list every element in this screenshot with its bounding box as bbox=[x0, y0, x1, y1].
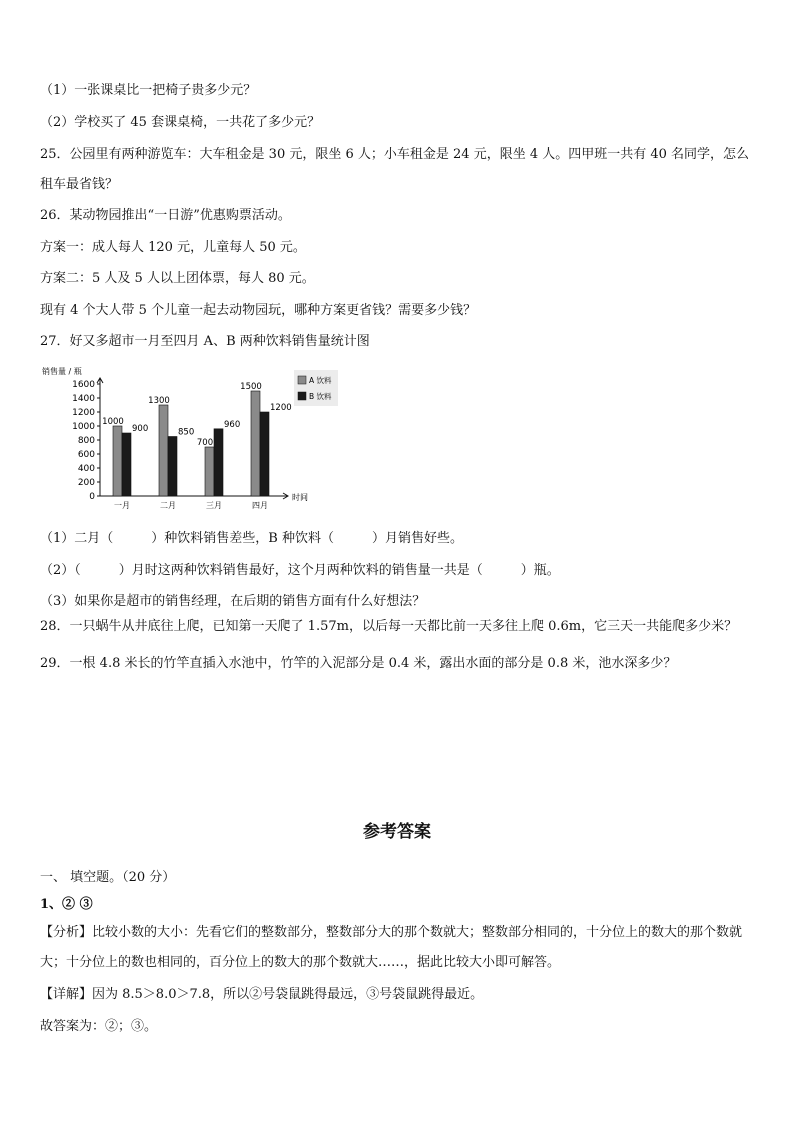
bar-chart bbox=[38, 362, 338, 512]
y-tick-label: 400 bbox=[77, 464, 95, 474]
question-29: 29．一根 4.8 米长的竹竿直插入水池中，竹竿的入泥部分是 0.4 米，露出水面的部分是 0.8 米，池水深多少？ bbox=[40, 656, 677, 671]
answer-1-conclusion: 故答案为：②；③。 bbox=[40, 1019, 158, 1034]
question-26: 26．某动物园推出“一日游”优惠购票活动。 bbox=[40, 208, 291, 223]
data-label: 1200 bbox=[270, 403, 292, 413]
data-label: 1300 bbox=[148, 396, 170, 406]
x-tick-label: 三月 bbox=[206, 501, 222, 510]
question-27: 27．好又多超市一月至四月 A、B 两种饮料销售量统计图 bbox=[40, 334, 370, 349]
question-26-plan-2: 方案二：5 人及 5 人以上团体票，每人 80 元。 bbox=[40, 271, 315, 286]
y-tick-label: 1600 bbox=[72, 380, 95, 390]
y-tick-label: 600 bbox=[77, 450, 95, 460]
answer-1-analysis: 【分析】比较小数的大小：先看它们的整数部分，整数部分大的那个数就大；整数部分相同的，十分位上的数大的那个数就大；十分位上的数也相同的，百分位上的数大的那个数就大……，据此比较大小即可解答。 bbox=[40, 925, 743, 970]
data-label: 960 bbox=[224, 419, 241, 430]
question-27-2: （2）（ ）月时这两种饮料销售最好，这个月两种饮料的销售量一共是（ ）瓶。 bbox=[40, 563, 560, 578]
bar bbox=[168, 437, 177, 497]
bar bbox=[214, 429, 223, 496]
x-axis-label: 时间 bbox=[292, 493, 308, 502]
y-tick-label: 800 bbox=[77, 436, 95, 446]
x-tick-label: 二月 bbox=[160, 501, 176, 510]
data-label: 700 bbox=[196, 438, 214, 448]
y-tick-label: 1400 bbox=[72, 394, 95, 404]
question-26-ask: 现有 4 个大人带 5 个儿童一起去动物园玩，哪种方案更省钱？需要多少钱？ bbox=[40, 303, 477, 318]
x-tick-label: 四月 bbox=[252, 501, 268, 510]
bar bbox=[260, 412, 269, 496]
question-25: 25．公园里有两种游览车：大车租金是 30 元，限坐 6 人；小车租金是 24 元，限坐 4 人。四甲班一共有 40 名同学，怎么租车最省钱？ bbox=[40, 147, 750, 192]
data-label: 850 bbox=[178, 427, 195, 438]
question-26-plan-1: 方案一：成人每人 120 元，儿童每人 50 元。 bbox=[40, 240, 306, 255]
answers-title: 参考答案 bbox=[363, 822, 431, 842]
y-tick-label: 1200 bbox=[72, 408, 95, 418]
answer-1: 1、② ③ bbox=[40, 897, 93, 912]
data-label: 900 bbox=[132, 424, 149, 434]
y-axis-label: 销售量 / 瓶 bbox=[42, 367, 82, 376]
y-tick-label: 200 bbox=[77, 478, 95, 488]
y-tick-label: 0 bbox=[89, 492, 95, 502]
legend-swatch bbox=[298, 392, 306, 400]
question-27-3: （3）如果你是超市的销售经理，在后期的销售方面有什么好想法？ bbox=[40, 594, 426, 609]
legend-label: B 饮料 bbox=[309, 392, 332, 401]
x-tick-label: 一月 bbox=[114, 501, 130, 510]
data-label: 1500 bbox=[240, 382, 262, 392]
question-27-1: （1）二月（ ）种饮料销售差些，B 种饮料（ ）月销售好些。 bbox=[40, 531, 463, 546]
data-label: 1000 bbox=[102, 417, 124, 427]
question-28: 28．一只蜗牛从井底往上爬，已知第一天爬了 1.57m，以后每一天都比前一天多往上爬 0.6m，它三天一共能爬多少米？ bbox=[40, 619, 738, 634]
question-24-2: （2）学校买了 45 套课桌椅，一共花了多少元？ bbox=[40, 115, 321, 130]
bar bbox=[122, 433, 131, 496]
chart-legend bbox=[294, 370, 338, 406]
question-24-1: （1）一张课桌比一把椅子贵多少元？ bbox=[40, 83, 257, 98]
answers-section-heading: 一、 填空题。（20 分） bbox=[40, 870, 176, 885]
bar bbox=[251, 391, 260, 496]
bar bbox=[205, 447, 214, 496]
bar bbox=[159, 405, 168, 496]
legend-swatch bbox=[298, 376, 306, 384]
bar bbox=[113, 426, 122, 496]
legend-label: A 饮料 bbox=[309, 376, 332, 385]
chart-bars bbox=[113, 391, 269, 496]
answer-1-detail: 【详解】因为 8.5＞8.0＞7.8，所以②号袋鼠跳得最远，③号袋鼠跳得最近。 bbox=[40, 987, 484, 1002]
y-tick-label: 1000 bbox=[72, 422, 95, 432]
